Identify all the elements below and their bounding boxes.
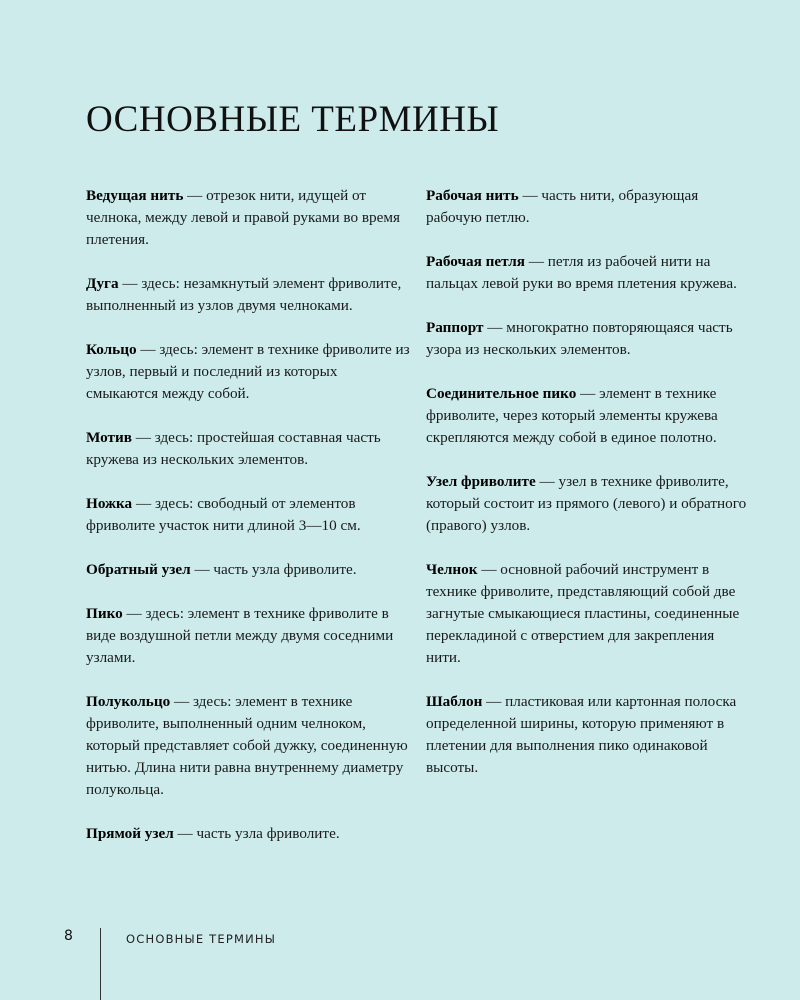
term-name: Обратный узел — [86, 561, 191, 578]
glossary-left-column — [86, 185, 411, 867]
glossary-entry — [86, 823, 411, 845]
term-name: Рабочая нить — [426, 187, 519, 204]
running-title: ОСНОВНЫЕ ТЕРМИНЫ — [126, 932, 277, 946]
glossary-entry — [426, 559, 751, 669]
glossary-entry — [426, 251, 751, 295]
term-definition: — основной рабочий инструмент в технике фриволите, представляющий собой две загнутые смыкающиеся пластины, соединенные перекладиной с отверстием для закрепления нити. — [426, 561, 740, 666]
term-definition: — часть узла фриволите. — [173, 825, 340, 842]
page-title: ОСНОВНЫЕ ТЕРМИНЫ — [86, 99, 500, 140]
term-name: Прямой узел — [86, 825, 174, 842]
term-name: Рабочая петля — [426, 253, 525, 270]
term-definition: — здесь: элемент в технике фриволите в виде воздушной петли между двумя соседними узлами. — [86, 605, 394, 666]
term-definition: — здесь: элемент в технике фриволите, выполненный одним челноком, который представляет собой дужку, соединенную нитью. Длина нити равна внутреннему диаметру полукольца. — [86, 693, 408, 798]
glossary-entry — [86, 493, 411, 537]
glossary-entry — [426, 471, 751, 537]
term-definition: — многократно повторяющаяся часть узора из нескольких элементов. — [426, 319, 733, 358]
glossary-right-column — [426, 185, 751, 801]
glossary-entry — [86, 691, 411, 801]
term-name: Челнок — [426, 561, 478, 578]
term-name: Пико — [86, 605, 123, 622]
glossary-entry — [426, 185, 751, 229]
term-definition: — здесь: незамкнутый элемент фриволите, выполненный из узлов двумя челноками. — [86, 275, 402, 314]
glossary-entry — [86, 603, 411, 669]
footer-divider — [100, 928, 101, 1000]
term-definition: — здесь: свободный от элементов фриволите участок нити длиной 3—10 см. — [86, 495, 361, 534]
glossary-entry — [426, 383, 751, 449]
term-name: Узел фриволите — [426, 473, 536, 490]
glossary-entry — [86, 339, 411, 405]
term-definition: — часть нити, образующая рабочую петлю. — [426, 187, 699, 226]
glossary-entry — [426, 317, 751, 361]
term-name: Раппорт — [426, 319, 484, 336]
term-name: Дуга — [86, 275, 119, 292]
term-definition: — пластиковая или картонная полоска определенной ширины, которую применяют в плетении для выполнения пико одинаковой высоты. — [426, 693, 737, 776]
term-definition: — узел в технике фриволите, который состоит из прямого (левого) и обратного (правого) узлов. — [426, 473, 747, 534]
term-name: Шаблон — [426, 693, 483, 710]
term-definition: — здесь: простейшая составная часть кружева из нескольких элементов. — [86, 429, 381, 468]
term-name: Ведущая нить — [86, 187, 184, 204]
glossary-entry — [426, 691, 751, 779]
term-definition: — здесь: элемент в технике фриволите из узлов, первый и последний из которых смыкаются между собой. — [86, 341, 410, 402]
term-definition: — элемент в технике фриволите, через который элементы кружева скрепляются между собой в единое полотно. — [426, 385, 718, 446]
term-definition: — отрезок нити, идущей от челнока, между левой и правой руками во время плетения. — [86, 187, 400, 248]
glossary-entry — [86, 559, 411, 581]
term-name: Соединительное пико — [426, 385, 577, 402]
term-definition: — часть узла фриволите. — [190, 561, 357, 578]
term-name: Мотив — [86, 429, 132, 446]
glossary-entry — [86, 273, 411, 317]
glossary-entry — [86, 427, 411, 471]
glossary-entry — [86, 185, 411, 251]
term-name: Ножка — [86, 495, 133, 512]
term-name: Кольцо — [86, 341, 137, 358]
term-definition: — петля из рабочей нити на пальцах левой руки во время плетения кружева. — [426, 253, 737, 292]
term-name: Полукольцо — [86, 693, 171, 710]
page-number: 8 — [64, 928, 73, 944]
